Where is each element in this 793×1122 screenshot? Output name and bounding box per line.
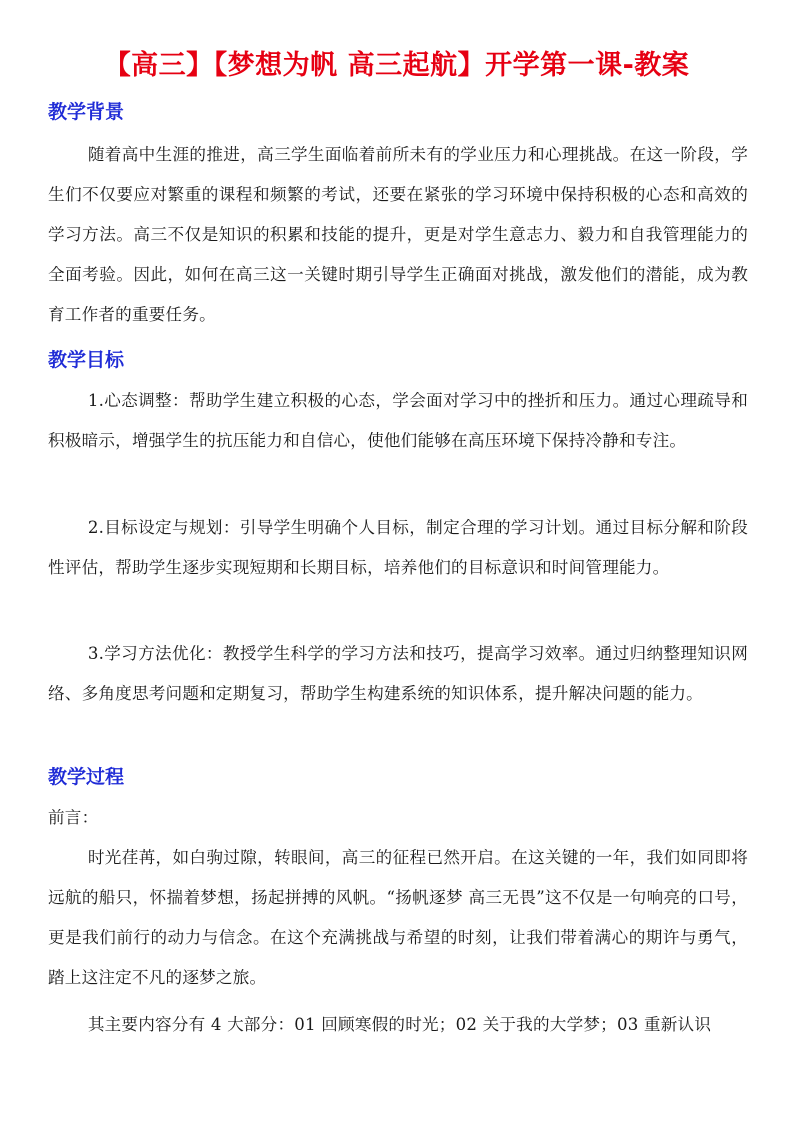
background-paragraph: 随着高中生涯的推进，高三学生面临着前所未有的学业压力和心理挑战。在这一阶段，学生们不仅要应对繁重的课程和频繁的考试，还要在紧张的学习环境中保持积极的心态和高效的学习方法。高三不仅是知识的积累和技能的提升，更是对学生意志力、毅力和自我管理能力的全面考验。因此，如何在高三这一关键时期引导学生正确面对挑战，激发他们的潜能，成为教育工作者的重要任务。: [48, 145, 748, 324]
document-title: 【高三】【梦想为帆 高三起航】开学第一课-教案: [103, 50, 690, 81]
goal-item-3: 3.学习方法优化：教授学生科学的学习方法和技巧，提高学习效率。通过归纳整理知识网络、多角度思考问题和定期复习，帮助学生构建系统的知识体系，提升解决问题的能力。: [48, 644, 748, 703]
goal-item-2: 2.目标设定与规划：引导学生明确个人目标，制定合理的学习计划。通过目标分解和阶段性评估，帮助学生逐步实现短期和长期目标，培养他们的目标意识和时间管理能力。: [48, 518, 748, 577]
process-outline-paragraph: 其主要内容分有 4 大部分：01 回顾寒假的时光；02 关于我的大学梦；03 重新认识: [87, 1015, 712, 1034]
section-heading-goals: 教学目标: [48, 349, 125, 371]
section-heading-process: 教学过程: [48, 766, 125, 788]
preface-label: 前言：: [48, 808, 99, 827]
process-paragraph: 时光荏苒，如白驹过隙，转眼间，高三的征程已然开启。在这关键的一年，我们如同即将远航的船只，怀揣着梦想，扬起拼搏的风帆。“扬帆逐梦 高三无畏”这不仅是一句响亮的口号，更是我们前行的动力与信念。在这个充满挑战与希望的时刻，让我们带着满心的期许与勇气，踏上这注定不凡的逐梦之旅。: [48, 848, 748, 987]
section-heading-background: 教学背景: [48, 101, 125, 123]
goal-item-1: 1.心态调整：帮助学生建立积极的心态，学会面对学习中的挫折和压力。通过心理疏导和积极暗示，增强学生的抗压能力和自信心，使他们能够在高压环境下保持冷静和专注。: [48, 391, 748, 450]
